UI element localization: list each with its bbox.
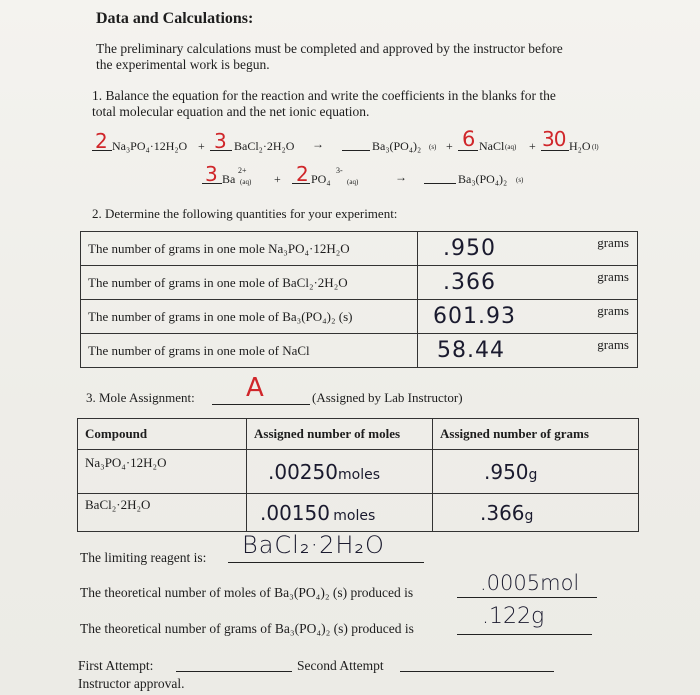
question-1-line-1: 1. Balance the equation for the reaction and write the coefficients in the blanks for the (92, 88, 556, 103)
header-compound: Compound (78, 419, 247, 450)
coef-bacl2: 3 (214, 129, 227, 153)
moles-cell (247, 450, 433, 494)
unit-label: grams (597, 337, 629, 352)
question-1-line-2: total molecular equation and the net ionic equation. (92, 104, 370, 119)
handwritten-moles: .00250 (268, 459, 338, 484)
unit-label: grams (597, 269, 629, 284)
molecular-equation (92, 127, 612, 154)
value-cell (418, 266, 638, 300)
plus-sign: + (198, 139, 205, 153)
plus-sign: + (529, 139, 536, 153)
ion-ba: Ba (222, 172, 236, 186)
product-ba3po42: Ba₃(PO₄)₂ (372, 139, 422, 153)
table-row (81, 300, 638, 334)
second-attempt-label: Second Attempt (297, 658, 384, 673)
coef-ba-ion: 3 (205, 162, 218, 186)
first-attempt-label: First Attempt: (78, 658, 154, 673)
theoretical-grams-value: .122g (482, 604, 545, 629)
mole-assignment-label: 3. Mole Assignment: (86, 390, 195, 405)
handwritten-value: .950 (443, 236, 496, 261)
handwritten-value: .366 (443, 270, 496, 295)
reaction-arrow: → (395, 170, 407, 184)
theoretical-moles-label: The theoretical number of moles of Ba₃(PO₄)₂ (s) produced is (80, 585, 414, 600)
moles-unit: moles (337, 466, 380, 483)
net-ionic-equation (200, 163, 560, 189)
coef-na3po4: 2 (95, 129, 108, 153)
table-row (78, 494, 639, 532)
product-h2o: H₂O (569, 139, 591, 153)
assignment-blank (212, 404, 310, 405)
handwritten-grams: .366 (480, 500, 525, 525)
ion-po4: PO₄ (311, 172, 331, 186)
handwritten-moles: .00150 (260, 500, 330, 525)
ion-po4-state: (aq) (347, 178, 359, 186)
row-label: The number of grams in one mole of Ba₃(PO₄)₂ (s) (81, 300, 418, 334)
reactant-bacl2: BaCl₂·2H₂O (234, 139, 295, 153)
table-row (81, 334, 638, 368)
theoretical-moles-value: .0005mol (480, 571, 580, 595)
compound-cell: BaCl₂·2H₂O (78, 494, 247, 532)
intro-line-1: The preliminary calculations must be completed and approved by the instructor before (96, 41, 563, 56)
theoretical-moles-blank (457, 597, 597, 598)
grams-cell (433, 450, 639, 494)
assignment-letter: A (246, 373, 264, 403)
limiting-reagent-value: BaCl₂·2H₂O (242, 531, 385, 559)
plus-sign: + (274, 172, 281, 186)
value-cell (418, 300, 638, 334)
reaction-arrow: → (312, 137, 324, 151)
table-header-row (78, 419, 639, 450)
unit-label: grams (597, 235, 629, 250)
plus-sign: + (446, 139, 453, 153)
coef-po4-ion: 2 (296, 162, 309, 186)
row-label: The number of grams in one mole of BaCl₂·2H₂O (81, 266, 418, 300)
coef-nacl: 6 (462, 127, 476, 151)
limiting-reagent-blank (228, 562, 424, 563)
moles-unit: moles (333, 507, 376, 524)
blank-8 (424, 183, 456, 184)
state-aqueous: (aq) (505, 143, 517, 151)
blank-7 (292, 183, 310, 184)
first-attempt-blank (176, 671, 292, 672)
blank-4 (458, 150, 478, 151)
product-nacl: NaCl (479, 139, 505, 153)
handwritten-grams: .950 (484, 459, 529, 484)
coef-h2o: 30 (542, 127, 566, 151)
state-solid: (s) (429, 143, 437, 151)
compound-cell: Na₃PO₄·12H₂O (78, 450, 247, 494)
ion-ba-charge: 2+ (238, 166, 247, 175)
blank-5 (541, 150, 569, 151)
state-liquid: (l) (592, 143, 599, 151)
header-grams: Assigned number of grams (433, 419, 639, 450)
mole-assignment-table (77, 418, 639, 532)
blank-1 (92, 150, 112, 151)
blank-3 (342, 150, 370, 151)
table-row (81, 232, 638, 266)
instructor-approval-label: Instructor approval. (78, 676, 185, 691)
intro-line-2: the experimental work is begun. (96, 57, 270, 72)
theoretical-grams-label: The theoretical number of grams of Ba₃(PO₄)₂ (s) produced is (80, 621, 414, 636)
section-heading: Data and Calculations: (96, 10, 254, 27)
grams-cell (433, 494, 639, 532)
value-cell (418, 334, 638, 368)
header-moles: Assigned number of moles (247, 419, 433, 450)
table-row (78, 450, 639, 494)
blank-2 (210, 150, 232, 151)
blank-6 (202, 183, 222, 184)
second-attempt-blank (400, 671, 554, 672)
molar-mass-table (80, 231, 638, 368)
unit-label: grams (597, 303, 629, 318)
question-2-title: 2. Determine the following quantities for your experiment: (92, 206, 398, 221)
table-row (81, 266, 638, 300)
handwritten-value: 601.93 (433, 304, 516, 329)
state-solid: (s) (516, 176, 524, 184)
ion-ba-state: (aq) (240, 178, 252, 186)
grams-unit: g (528, 466, 538, 483)
moles-cell (247, 494, 433, 532)
grams-unit: g (524, 507, 534, 524)
handwritten-value: 58.44 (437, 338, 505, 363)
limiting-reagent-label: The limiting reagent is: (80, 550, 207, 565)
theoretical-grams-blank (457, 634, 592, 635)
row-label: The number of grams in one mole Na₃PO₄·12H₂O (81, 232, 418, 266)
assignment-note: (Assigned by Lab Instructor) (312, 390, 463, 405)
value-cell (418, 232, 638, 266)
reactant-na3po4: Na₃PO₄·12H₂O (112, 139, 188, 153)
row-label: The number of grams in one mole of NaCl (81, 334, 418, 368)
ion-po4-charge: 3- (336, 166, 343, 175)
product-ba3po42: Ba₃(PO₄)₂ (458, 172, 508, 186)
